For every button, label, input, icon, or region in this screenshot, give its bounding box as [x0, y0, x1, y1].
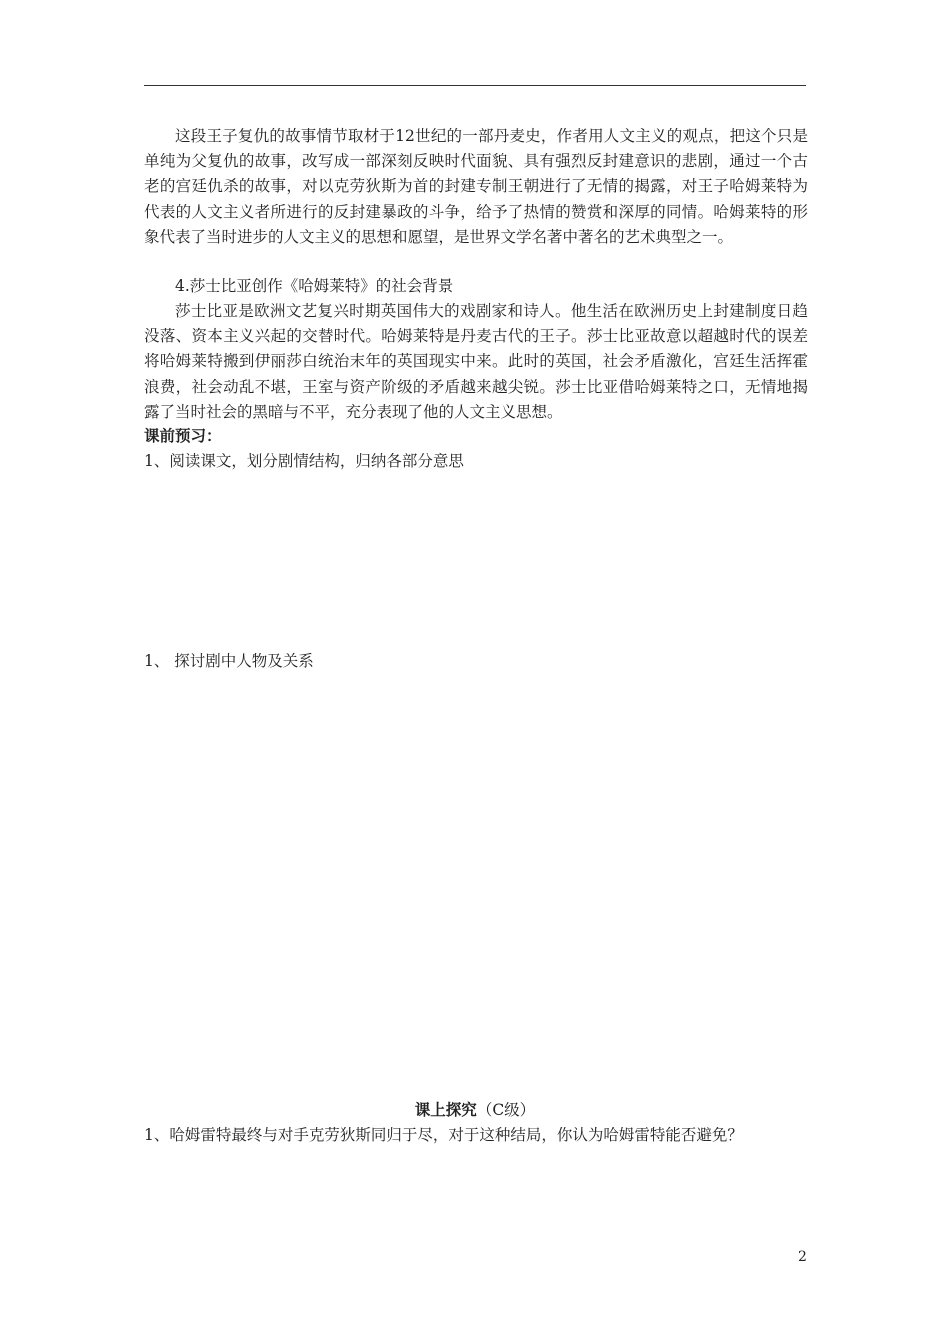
explore-title — [144, 1098, 806, 1122]
preview-title: 课前预习： — [144, 426, 222, 445]
page-number: 2 — [798, 1249, 807, 1265]
paragraph-social-background: 莎士比亚是欧洲文艺复兴时期英国伟大的戏剧家和诗人。他生活在欧洲历史上封建制度日趋没落、资本主义兴起的交替时代。哈姆莱特是丹麦古代的王子。莎士比亚故意以超越时代的误差将哈姆莱特搬到伊丽莎白统治末年的英国现实中来。此时的英国，社会矛盾激化，宫廷生活挥霍浪费，社会动乱不堪，王室与资产阶级的矛盾越来越尖锐。莎士比亚借哈姆莱特之口，无情地揭露了当时社会的黑暗与不平，充分表现了他的人文主义思想。 — [144, 302, 808, 421]
explore-question-1: 1、哈姆雷特最终与对手克劳狄斯同归于尽，对于这种结局，你认为哈姆雷特能否避免？ — [144, 1126, 743, 1144]
paragraph-story-source: 这段王子复仇的故事情节取材于12世纪的一部丹麦史，作者用人文主义的观点，把这个只是单纯为父复仇的故事，改写成一部深刻反映时代面貌、具有强烈反封建意识的悲剧，通过一个古老的宫廷仇杀的故事，对以克劳狄斯为首的封建专制王朝进行了无情的揭露，对王子哈姆莱特为代表的人文主义者所进行的反封建暴政的斗争，给予了热情的赞赏和深厚的同情。哈姆莱特的形象代表了当时进步的人文主义的思想和愿望，是世界文学名著中著名的艺术典型之一。 — [144, 127, 808, 246]
preview-question-1: 1、阅读课文，划分剧情结构，归纳各部分意思 — [144, 452, 464, 470]
header-rule — [144, 85, 806, 86]
preview-question-2: 1、 探讨剧中人物及关系 — [144, 652, 314, 670]
explore-title-text: 课上探究 — [414, 1100, 477, 1119]
section-heading-background: 4.莎士比亚创作《哈姆莱特》的社会背景 — [175, 277, 454, 295]
explore-level-label: （C级） — [476, 1101, 536, 1119]
